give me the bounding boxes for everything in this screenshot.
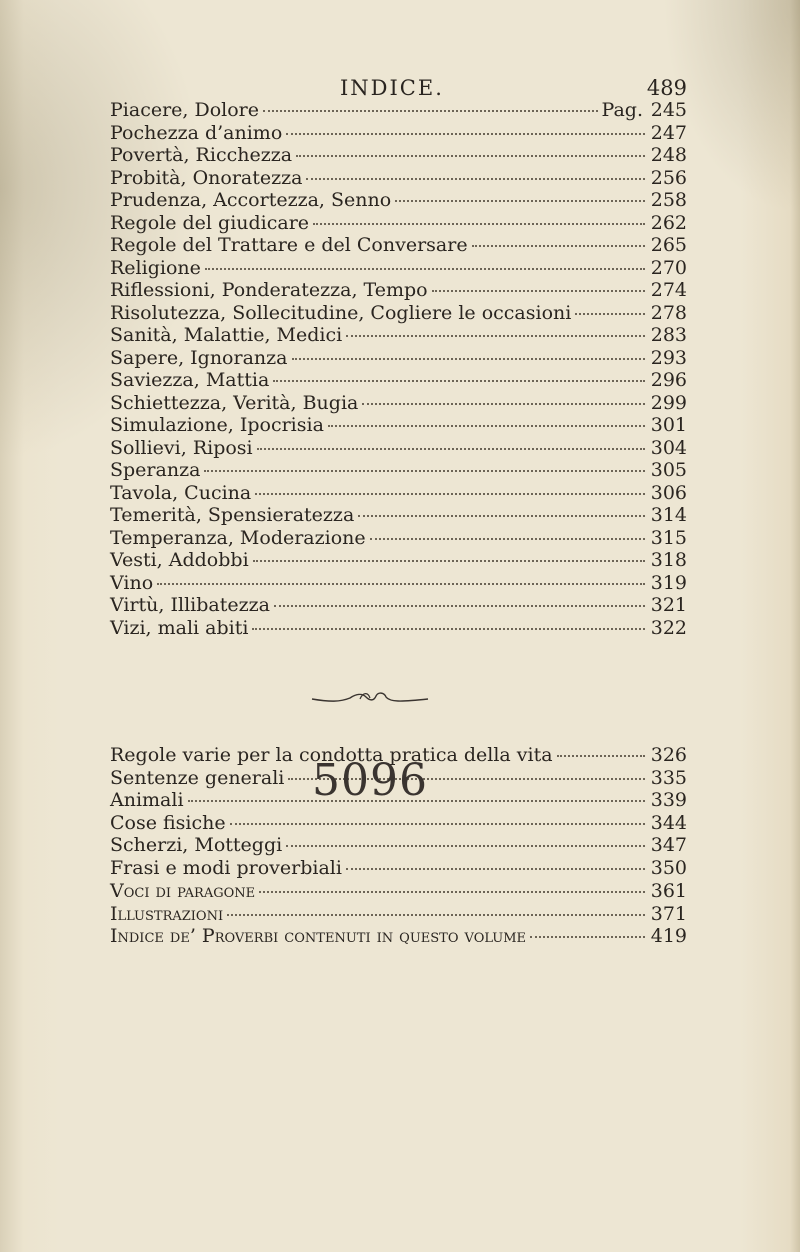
dot-leader (346, 868, 645, 870)
toc-entry-page: 314 (650, 504, 687, 526)
toc-entry-title: Virtù, Illibatezza (110, 594, 270, 616)
toc-entry (110, 122, 687, 145)
toc-entry-page: 304 (650, 436, 687, 459)
toc-entry (110, 324, 687, 347)
toc-entry-page: 296 (650, 369, 687, 391)
toc-entry-title: Frasi e modi proverbiali (110, 856, 342, 879)
toc-entry-page: 315 (650, 526, 687, 549)
toc-entry-page: 344 (650, 811, 687, 834)
toc-entry-page: 419 (650, 925, 687, 947)
toc-entry (110, 834, 687, 857)
toc-entry-title: Risolutezza, Sollecitudine, Cogliere le occasioni (110, 301, 572, 324)
toc-entry-title: Sentenze generali (110, 766, 285, 789)
toc-entry-page: 339 (650, 789, 687, 811)
toc-entry-page: 256 (650, 166, 687, 189)
toc-main-section (110, 99, 687, 639)
toc-entry-page: 299 (650, 391, 687, 414)
dot-leader (230, 823, 645, 825)
dot-leader (259, 891, 645, 893)
toc-entry-title: Vizi, mali abiti (110, 616, 249, 639)
toc-entry (110, 212, 687, 235)
toc-entry-page: 305 (650, 459, 687, 481)
toc-entry-page: 318 (650, 549, 687, 571)
dot-leader (557, 755, 645, 757)
dot-leader (255, 493, 645, 495)
dot-leader (328, 425, 645, 427)
toc-entry-page: 326 (650, 744, 687, 766)
toc-entry-page: 321 (650, 594, 687, 616)
pag-label: Pag. (601, 99, 643, 121)
toc-entry-page: 347 (650, 834, 687, 856)
toc-entry-page: 335 (650, 766, 687, 789)
toc-entry (110, 880, 687, 903)
toc-entry (110, 549, 687, 572)
toc-entry-page: 247 (650, 121, 687, 144)
toc-entry-title: Cose fisiche (110, 811, 226, 834)
toc-entry-title: Sapere, Ignoranza (110, 346, 288, 369)
toc-entry-page: 361 (650, 880, 687, 902)
toc-entry-page: 350 (650, 856, 687, 879)
toc-entry-title: Sanità, Malattie, Medici (110, 324, 343, 346)
dot-leader (432, 290, 645, 292)
toc-entry-page: 319 (650, 571, 687, 594)
toc-entry (110, 504, 687, 527)
toc-entry (110, 234, 687, 257)
toc-entry-page: 301 (650, 414, 687, 436)
toc-appendix-section (110, 880, 687, 948)
dot-leader (296, 155, 645, 157)
toc-entry-title: Prudenza, Accortezza, Senno (110, 189, 392, 211)
toc-entry-title: Vino (110, 571, 154, 594)
toc-entry-title: Sollievi, Riposi (110, 436, 253, 459)
dot-leader (346, 335, 645, 337)
toc-entry-title: Tavola, Cucina (110, 481, 252, 504)
toc-entry-title: Riflessioni, Ponderatezza, Tempo (110, 279, 428, 301)
toc-entry-page: 262 (650, 211, 687, 234)
toc-entry (110, 812, 687, 835)
tailpiece-ornament-icon (310, 690, 430, 706)
toc-entry-page: 322 (650, 616, 687, 639)
page-number: 489 (646, 76, 687, 100)
dot-leader (306, 178, 645, 180)
toc-entry-page: 278 (650, 301, 687, 324)
toc-entry-title: Povertà, Ricchezza (110, 144, 293, 166)
toc-entry-page: 283 (650, 324, 687, 346)
dot-leader (313, 223, 645, 225)
toc-entry-page: 258 (650, 189, 687, 211)
toc-entry-title: Piacere, Dolore (110, 99, 259, 121)
dot-leader (204, 470, 645, 472)
toc-entry-title: Voci di paragone (110, 880, 256, 902)
toc-entry-title: Regole del Trattare e del Conversare (110, 234, 468, 256)
dot-leader (263, 110, 598, 112)
toc-entry (110, 167, 687, 190)
dot-leader (157, 583, 645, 585)
toc-entry-page: 265 (650, 234, 687, 256)
dot-leader (257, 448, 645, 450)
toc-entry (110, 857, 687, 880)
toc-entry-title: Illustrazioni (110, 902, 224, 925)
toc-entry-page: 274 (650, 279, 687, 301)
toc-entry (110, 369, 687, 392)
toc-entry-title: Temerità, Spensieratezza (110, 504, 355, 526)
running-head-title: INDICE. (340, 76, 444, 100)
dot-leader (205, 268, 645, 270)
toc-entry-title: Religione (110, 256, 201, 279)
toc-entry (110, 392, 687, 415)
toc-entry (110, 482, 687, 505)
toc-entry (110, 437, 687, 460)
toc-entry (110, 527, 687, 550)
toc-entry-title: Speranza (110, 459, 201, 481)
toc-entry-title: Indice de’ Proverbi contenuti in questo volume (110, 925, 527, 947)
toc-entry (110, 189, 687, 212)
dot-leader (530, 936, 645, 938)
toc-entry-page: 270 (650, 256, 687, 279)
toc-entry-page: 245 (650, 99, 687, 121)
toc-entry-title: Simulazione, Ipocrisia (110, 414, 324, 436)
dot-leader (227, 914, 645, 916)
dot-leader (358, 515, 645, 517)
toc-entry (110, 302, 687, 325)
dot-leader (395, 200, 645, 202)
toc-entry-title: Saviezza, Mattia (110, 369, 270, 391)
toc-entry-title: Vesti, Addobbi (110, 549, 249, 571)
toc-entry (110, 572, 687, 595)
toc-entry-page: 293 (650, 346, 687, 369)
dot-leader (274, 605, 645, 607)
dot-leader (292, 358, 646, 360)
dot-leader (286, 845, 645, 847)
toc-entry-page: 371 (650, 902, 687, 925)
dot-leader (286, 133, 645, 135)
toc-entry-page: 248 (650, 144, 687, 166)
dot-leader (253, 560, 645, 562)
dot-leader (273, 380, 645, 382)
toc-entry-title: Scherzi, Motteggi (110, 834, 283, 856)
toc-entry-title: Schiettezza, Verità, Bugia (110, 391, 359, 414)
toc-entry-title: Animali (110, 789, 184, 811)
toc-entry-title: Temperanza, Moderazione (110, 526, 366, 549)
toc-entry (110, 925, 687, 948)
toc-entry-title: Regole varie per la condotta pratica della vita (110, 744, 553, 766)
dot-leader (362, 403, 645, 405)
inventory-stamp-number: 5096 (312, 755, 428, 806)
toc-entry (110, 144, 687, 167)
toc-entry (110, 257, 687, 280)
toc-entry-page: 306 (650, 481, 687, 504)
toc-entry (110, 279, 687, 302)
toc-entry (110, 617, 687, 640)
toc-entry (110, 414, 687, 437)
toc-entry (110, 99, 687, 122)
toc-entry (110, 594, 687, 617)
dot-leader (472, 245, 645, 247)
dot-leader (370, 538, 645, 540)
toc-entry-title: Regole del giudicare (110, 211, 310, 234)
toc-entry (110, 903, 687, 926)
toc-entry (110, 347, 687, 370)
dot-leader (252, 628, 645, 630)
toc-entry-title: Pochezza d’animo (110, 121, 283, 144)
dot-leader (575, 313, 645, 315)
toc-entry (110, 459, 687, 482)
toc-entry-title: Probità, Onoratezza (110, 166, 303, 189)
